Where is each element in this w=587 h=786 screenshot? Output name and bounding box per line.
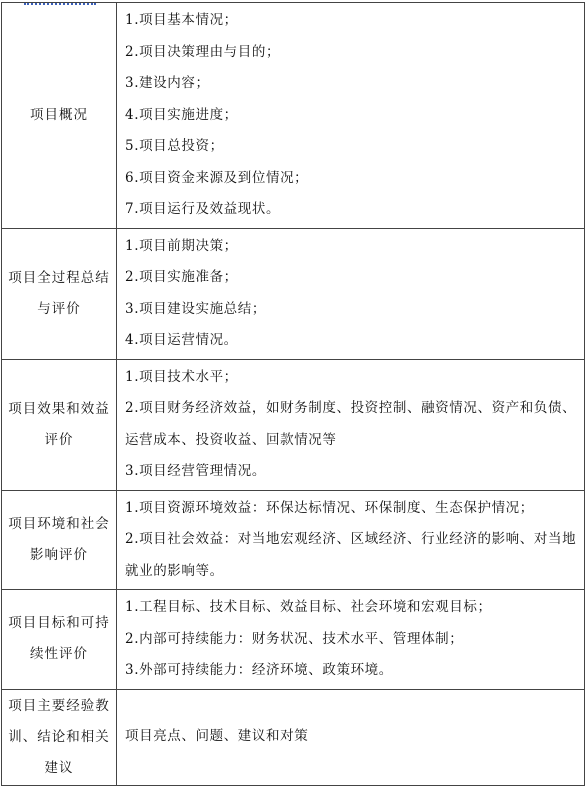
table-row [2, 689, 585, 785]
list-item: 1.工程目标、技术目标、效益目标、社会环境和宏观目标； [125, 599, 492, 615]
list-item: 2.项目财务经济效益，如财务制度、投资控制、融资情况、资产和负债、运营成本、投资收益、回款情况等 [125, 400, 577, 448]
category-label: 项目效果和效益评价 [8, 400, 110, 448]
category-label: 项目全过程总结与评价 [8, 269, 110, 317]
category-label: 项目主要经验教训、结论和相关建议 [8, 697, 110, 776]
category-cell [2, 490, 117, 590]
list-item: 1.项目技术水平； [125, 368, 238, 385]
list-item: 项目亮点、问题、建议和对策 [125, 728, 309, 745]
list-item: 7.项目运行及效益现状。 [125, 201, 281, 217]
list-item: 2.项目社会效益：对当地宏观经济、区域经济、行业经济的影响、对当地就业的影响等。 [125, 531, 577, 579]
category-cell [2, 590, 117, 690]
category-label: 项目目标和可持续性评价 [8, 615, 110, 663]
list-item: 6.项目资金来源及到位情况； [125, 169, 309, 186]
category-label: 项目环境和社会影响评价 [8, 515, 110, 563]
evaluation-table [1, 2, 585, 786]
list-item: 1.项目资源环境效益：环保达标情况、环保制度、生态保护情况； [125, 499, 534, 516]
list-item: 2.项目决策理由与目的； [125, 43, 281, 60]
content-cell [117, 590, 585, 690]
content-cell [117, 3, 585, 229]
list-item: 2.项目实施准备； [125, 269, 238, 285]
table-row [2, 490, 585, 590]
table-row [2, 359, 585, 490]
content-cell [117, 228, 585, 359]
category-label: 项目概况 [30, 106, 88, 123]
table-row [2, 228, 585, 359]
category-cell [2, 689, 117, 785]
content-cell [117, 490, 585, 590]
category-cell [2, 359, 117, 490]
list-item: 5.项目总投资； [125, 138, 224, 154]
content-cell [117, 359, 585, 490]
category-cell [2, 228, 117, 359]
table-row [2, 3, 585, 229]
list-item: 3.项目建设实施总结； [125, 300, 266, 317]
category-cell [2, 3, 117, 229]
list-item: 2.内部可持续能力：财务状况、技术水平、管理体制； [125, 630, 464, 647]
list-item: 3.项目经营管理情况。 [125, 463, 266, 479]
list-item: 4.项目运营情况。 [125, 332, 238, 348]
list-item: 1.项目前期决策； [125, 237, 238, 254]
list-item: 1.项目基本情况； [125, 12, 238, 28]
list-item: 4.项目实施进度； [125, 106, 238, 123]
list-item: 3.建设内容； [125, 75, 210, 91]
table-row [2, 590, 585, 690]
content-cell [117, 689, 585, 785]
list-item: 3.外部可持续能力：经济环境、政策环境。 [125, 662, 393, 678]
